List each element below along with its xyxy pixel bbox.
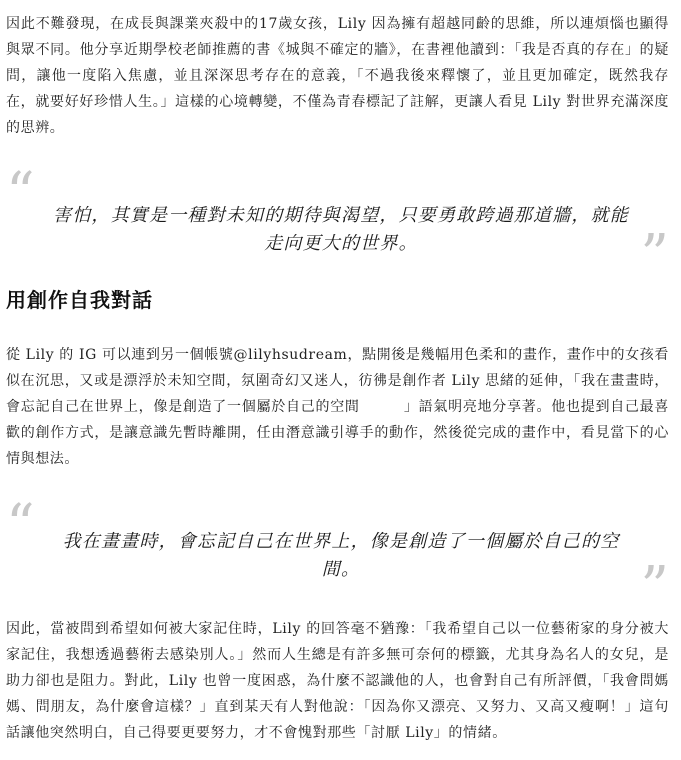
pull-quote-2 (6, 493, 669, 620)
article-paragraph-3: 因此，當被問到希望如何被大家記住時，Lily 的回答毫不猶豫：「我希望自己以一位藝術家的身分被大家記住，我想透過藝術去感染別人。」然而人生總是有許多無可奈何的標籤，尤其身為名人的女兒，是助力卻也是阻力。對此，Lily 也曾一度困惑，為什麼不認識他的人，也會對自己有所評價，「我會問媽媽、問朋友，為什麼會這樣？」直到某天有人對他說：「因為你又漂亮、又努力、又高又瘦啊！」這句話讓他突然明白，自己得要更要努力，才不會愧對那些「討厭 Lily」的情緒。 (6, 621, 669, 741)
pull-quote-1 (6, 160, 669, 288)
section-heading: 用創作自我對話 (6, 288, 153, 312)
open-quote-icon: “ (6, 161, 35, 226)
pull-quote-2-text: 我在畫畫時，會忘記自己在世界上，像是創造了一個屬於自己的空間。 (62, 531, 620, 580)
article-paragraph-2: 從 Lily 的 IG 可以連到另一個帳號@lilyhsudream，點開後是幾幅用色柔和的畫作，畫作中的女孩看似在沉思，又或是漂浮於未知空間，氛圍奇幻又迷人，彷彿是創作者 Lily 思緒的延伸，「我在畫畫時，會忘記自己在世界上，像是創造了一個屬於自己的空間 」語氣明亮地分享著。他也提到自己最喜歡的創作方式，是讓意識先暫時離開，任由潛意識引導手的動作，然後從完成的畫作中，看見當下的心情與想法。 (6, 347, 669, 467)
article-paragraph-1: 因此不難發現，在成長與課業夾殺中的17歲女孩，Lily 因為擁有超越同齡的思維，所以連煩惱也顯得與眾不同。他分享近期學校老師推薦的書《城與不確定的牆》，在書裡他讀到：「我是否真的存在」的疑問，讓他一度陷入焦慮，並且深深思考存在的意義，「不過我後來釋懷了，並且更加確定，既然我存在，就要好好珍惜人生。」這樣的心境轉變，不僅為青春標記了註解，更讓人看見 Lily 對世界充滿深度的思辨。 (6, 16, 669, 136)
close-quote-icon: ” (640, 223, 669, 288)
close-quote-icon: ” (640, 555, 669, 620)
pull-quote-1-text: 害怕，其實是一種對未知的期待與渴望，只要勇敢跨過那道牆，就能走向更大的世界。 (53, 205, 629, 254)
open-quote-icon: “ (6, 493, 35, 558)
